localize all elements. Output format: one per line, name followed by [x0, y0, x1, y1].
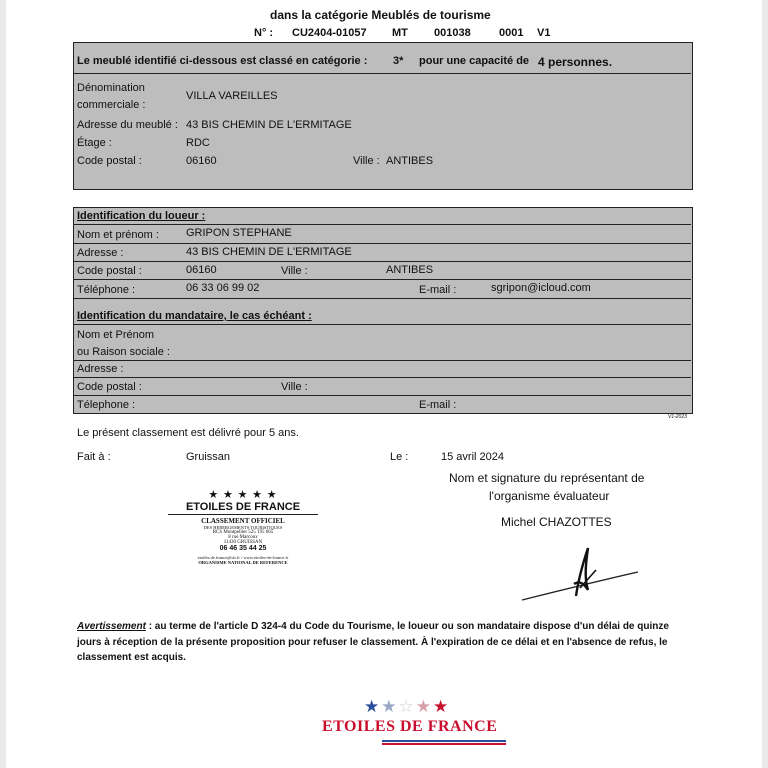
number-code: CU2404-01057: [292, 27, 367, 39]
stamp-line5: 11430 GRUISSAN: [223, 540, 263, 545]
loueur-title: Identification du loueur :: [77, 210, 206, 222]
fait-value: Gruissan: [186, 451, 231, 463]
loueur-email-value: sgripon@icloud.com: [491, 282, 591, 294]
loueur-postal-value: 06160: [186, 264, 217, 276]
denom-value: VILLA VAREILLES: [186, 90, 278, 102]
loueur-city-label: Ville :: [281, 265, 308, 277]
mandataire-address-label: Adresse :: [77, 363, 124, 375]
number-seq: 0001: [499, 27, 524, 39]
fait-label: Fait à :: [77, 451, 111, 463]
stamp-web: etoiles.de.france@sfr.fr / www.etoiles-de-france.fr: [197, 555, 289, 560]
mandataire-name-label-2: ou Raison sociale :: [77, 346, 170, 358]
city-value: ANTIBES: [386, 155, 434, 167]
warning-label: Avertissement: [77, 621, 146, 632]
class-underline: [74, 73, 691, 74]
version-tag: V1-2023: [668, 414, 687, 420]
postal-value: 06160: [186, 155, 217, 167]
mandataire-name-label-1: Nom et Prénom: [77, 329, 155, 341]
loueur-name-value: GRIPON STEPHANE: [186, 227, 292, 239]
logo-rule-red: [382, 743, 506, 745]
signatory-name: Michel CHAZOTTES: [501, 515, 612, 529]
stamp-stars-icon: ★ ★ ★ ★ ★: [208, 489, 278, 501]
mandataire-city-label: Ville :: [281, 381, 308, 393]
logo-stars-icon: ★★☆★★: [364, 697, 451, 716]
mandataire-postal-label: Code postal :: [77, 381, 142, 393]
handwritten-signature-icon: [514, 540, 644, 606]
number-label: N° :: [254, 27, 274, 39]
mandataire-title: Identification du mandataire, le cas échéant :: [77, 310, 312, 322]
mandataire-row-rule: [74, 377, 691, 378]
mandataire-email-label: E-mail :: [419, 399, 457, 411]
capacity-value: 4 personnes.: [538, 55, 613, 69]
loueur-address-value: 43 BIS CHEMIN DE L'ERMITAGE: [186, 246, 352, 258]
signature-title-1: Nom et signature du représentant de: [449, 471, 645, 485]
mandataire-phone-label: Télephone :: [77, 399, 136, 411]
floor-value: RDC: [186, 137, 210, 149]
loueur-postal-label: Code postal :: [77, 265, 142, 277]
stamp-brand: ETOILES DE FRANCE: [185, 501, 301, 513]
address-label: Adresse du meublé :: [77, 119, 178, 131]
logo-brand: ETOILES DE FRANCE: [322, 718, 498, 735]
denom-label-1: Dénomination: [77, 82, 145, 94]
class-text: Le meublé identifié ci-dessous est classé en catégorie :: [77, 55, 368, 67]
logo-rule-blue: [382, 740, 506, 742]
stamp-line3: RCS Montpellier 525 195 665: [212, 530, 274, 535]
denom-label-2: commerciale :: [77, 99, 146, 111]
city-label: Ville :: [353, 155, 380, 167]
mandataire-title-rule: [74, 324, 691, 325]
stamp-phone: 06 46 35 44 25: [219, 545, 267, 552]
stamp-line2: DES HEBERGEMENTS TOURISTIQUES: [203, 525, 283, 530]
official-stamp: [158, 488, 328, 565]
warning-line-3: classement est acquis.: [77, 652, 186, 663]
stamp-footer: ORGANISME NATIONAL DE REFERENCE: [198, 560, 288, 565]
class-value: 3*: [393, 55, 404, 67]
warning-text-1: : au terme de l'article D 324-4 du Code du Tourisme, le loueur ou son mandataire dispose d'un délai de quinze: [148, 621, 669, 632]
stamp-line4: 8 rue Marcoux: [228, 535, 258, 540]
postal-label: Code postal :: [77, 155, 142, 167]
number-mt: MT: [392, 27, 408, 39]
number-version: V1: [537, 27, 551, 39]
loueur-row-rule: [74, 261, 691, 262]
loueur-address-label: Adresse :: [77, 247, 124, 259]
address-value: 43 BIS CHEMIN DE L'ERMITAGE: [186, 119, 352, 131]
date-label: Le :: [390, 451, 409, 463]
number-num: 001038: [434, 27, 471, 39]
date-value: 15 avril 2024: [441, 451, 504, 463]
stamp-line1: CLASSEMENT OFFICIEL: [201, 517, 285, 525]
capacity-text: pour une capacité de: [419, 55, 530, 67]
loueur-city-value: ANTIBES: [386, 264, 434, 276]
loueur-name-label: Nom et prénom :: [77, 229, 159, 241]
mandataire-row-rule: [74, 395, 691, 396]
stamp-rule: [168, 514, 318, 515]
loueur-row-rule: [74, 243, 691, 244]
loueur-title-rule: [74, 224, 691, 225]
loueur-row-rule: [74, 279, 691, 280]
document-page: [6, 0, 762, 768]
validity-text: Le présent classement est délivré pour 5 ans.: [77, 427, 299, 439]
category-line: dans la catégorie Meublés de tourisme: [270, 8, 491, 22]
floor-label: Étage :: [77, 137, 112, 149]
mandataire-row-rule: [74, 360, 691, 361]
loueur-email-label: E-mail :: [419, 284, 457, 296]
warning-line-2: jours à réception de la présente proposition pour refuser le classement. À l'expiration de ce délai et en l'absence de refus, le: [77, 637, 668, 648]
signature-title-2: l'organisme évaluateur: [489, 489, 610, 503]
loueur-phone-label: Téléphone :: [77, 284, 136, 296]
loueur-row-rule: [74, 298, 691, 299]
warning-line-1: [77, 621, 669, 632]
loueur-phone-value: 06 33 06 99 02: [186, 282, 260, 294]
